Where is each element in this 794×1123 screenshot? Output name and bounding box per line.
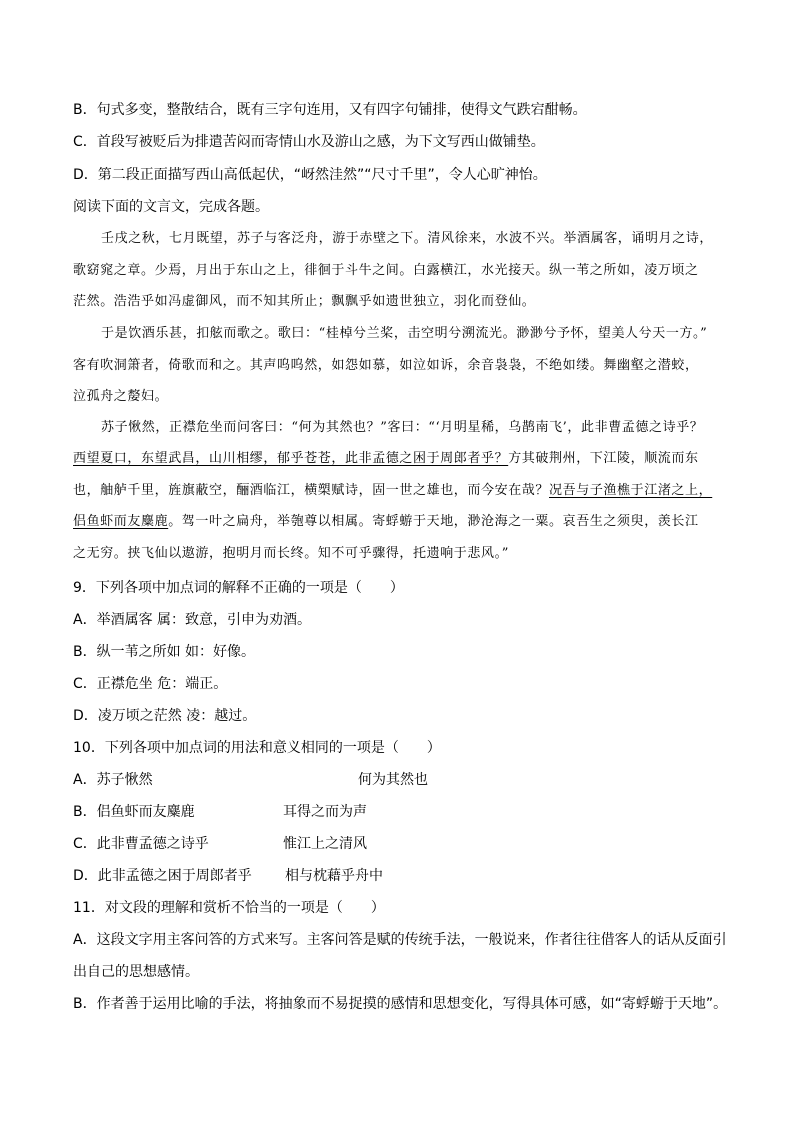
- question-9-option-d: D．凌万顷之茫然 凌：越过。: [73, 708, 257, 724]
- option-right: 何为其然也: [358, 772, 428, 788]
- question-9-option-c: C．正襟危坐 危：端正。: [73, 676, 228, 692]
- question-11-option-a-cont: 出自己的思想感情。: [73, 964, 199, 980]
- passage-text: 也，舳舻千里，旌旗蔽空，酾酒临江，横槊赋诗，固一世之雄也，而今安在哉？: [73, 483, 550, 498]
- reading-prompt: 阅读下面的文言文，完成各题。: [73, 199, 269, 215]
- classical-passage: [73, 227, 741, 577]
- question-10-stem: 10．下列各项中加点词的用法和意义相同的一项是（ ）: [73, 740, 441, 756]
- question-11-stem: 11．对文段的理解和赏析不恰当的一项是（ ）: [73, 900, 385, 916]
- option-left: B．侣鱼虾而友麋鹿: [73, 804, 195, 820]
- passage-line: 歌窈窕之章。少焉，月出于东山之上，徘徊于斗牛之间。白露横江，水光接天。纵一苇之所如，凌万顷之: [73, 263, 699, 278]
- question-11-option-b: B．作者善于运用比喻的手法，将抽象而不易捉摸的感情和思想变化，写得具体可感，如“寄蜉蝣于天地”。: [73, 996, 728, 1012]
- passage-line: 泣孤舟之嫠妇。: [73, 389, 169, 404]
- question-11-option-a: A．这段文字用主客问答的方式来写。主客问答是赋的传统手法，一般说来，作者往往借客人的话从反面引: [73, 932, 727, 948]
- question-9-option-a: A．举酒属客 属：致意，引申为劝酒。: [73, 612, 312, 628]
- underlined-sentence: 西望夏口，东望武昌，山川相缪，郁乎苍苍，此非孟德之困于周郎者乎？: [73, 451, 509, 466]
- question-10-option-c: [73, 834, 741, 854]
- option-c-previous: C．首段写被贬后为排遣苦闷而寄情山水及游山之感，为下文写西山做铺垫。: [73, 134, 545, 150]
- question-9-option-b: B．纵一苇之所如 如：好像。: [73, 644, 256, 660]
- underlined-sentence: 况吾与子渔樵于江渚之上，: [549, 483, 713, 498]
- option-right: 耳得之而为声: [283, 804, 367, 820]
- passage-line: 茫然。浩浩乎如冯虚御风，而不知其所止；飘飘乎如遗世独立，羽化而登仙。: [73, 294, 536, 309]
- passage-line: 客有吹洞箫者，倚歌而和之。其声呜呜然，如怨如慕，如泣如诉，余音袅袅，不绝如缕。舞幽壑之潜蛟，: [73, 358, 699, 373]
- passage-line: [73, 481, 712, 501]
- option-right: 相与枕藉乎舟中: [285, 868, 383, 884]
- option-b-previous: B．句式多变，整散结合，既有三字句连用，又有四字句铺排，使得文气跌宕酣畅。: [73, 102, 587, 118]
- passage-line: 苏子愀然，正襟危坐而问客曰：“何为其然也？”客曰：“‘月明星稀，乌鹊南飞’，此非曹孟德之诗乎？: [101, 420, 704, 435]
- question-10-option-d: [73, 866, 741, 886]
- option-left: C．此非曹孟德之诗乎: [73, 836, 209, 852]
- passage-text: 方其破荆州，下江陵，顺流而东: [508, 451, 699, 466]
- option-left: A．苏子愀然: [73, 772, 153, 788]
- question-9-stem: 9．下列各项中加点词的解释不正确的一项是（ ）: [73, 580, 404, 596]
- option-left: D．此非孟德之困于周郎者乎: [73, 868, 252, 884]
- question-10-option-b: [73, 802, 741, 822]
- passage-line: [73, 512, 699, 532]
- option-right: 惟江上之清风: [283, 836, 367, 852]
- option-d-previous: D．第二段正面描写西山高低起伏，“岈然洼然”“尺寸千里”，令人心旷神怡。: [73, 167, 547, 183]
- passage-line: [73, 449, 699, 469]
- question-10-option-a: [73, 770, 741, 790]
- passage-line: 于是饮酒乐甚，扣舷而歌之。歌曰：“桂棹兮兰桨，击空明兮溯流光。渺渺兮予怀，望美人兮天一方。”: [101, 326, 708, 341]
- passage-line: 壬戌之秋，七月既望，苏子与客泛舟，游于赤壁之下。清风徐来，水波不兴。举酒属客，诵明月之诗，: [101, 231, 714, 246]
- underlined-sentence: 侣鱼虾而友麋鹿: [73, 514, 169, 529]
- passage-line: 之无穷。挟飞仙以遨游，抱明月而长终。知不可乎骤得，托遗响于悲风。”: [73, 546, 509, 561]
- passage-text: 。驾一叶之扁舟，举匏尊以相属。寄蜉蝣于天地，渺沧海之一粟。哀吾生之须臾，羡长江: [168, 514, 699, 529]
